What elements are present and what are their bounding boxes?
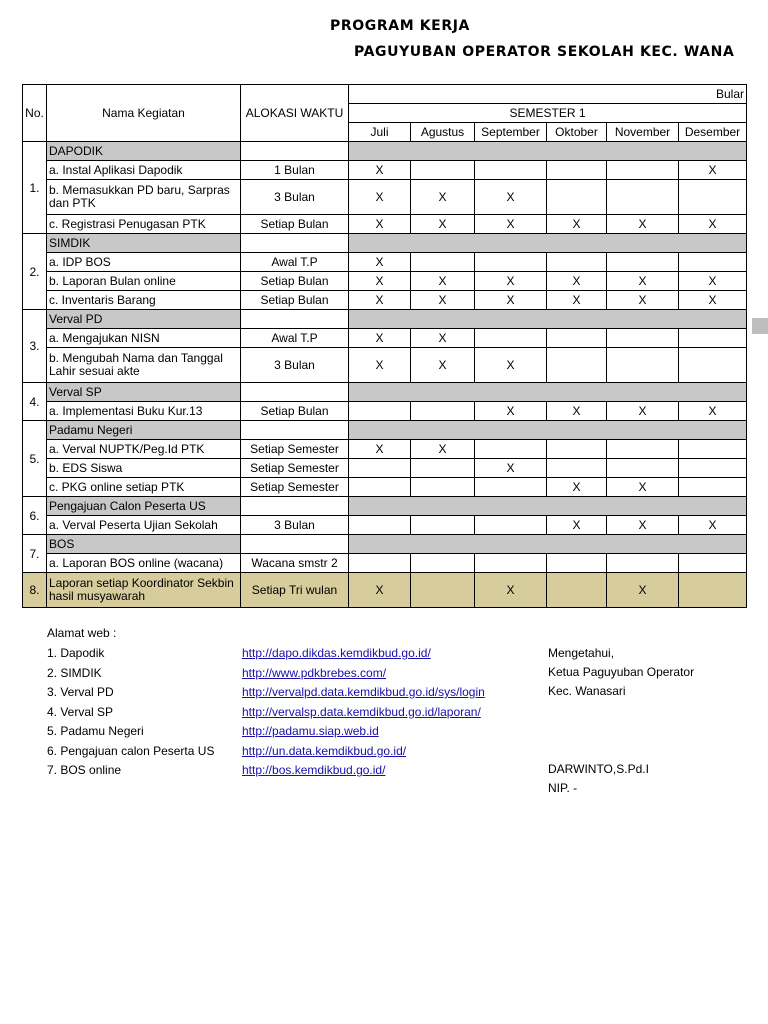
title-line-2: PAGUYUBAN OPERATOR SEKOLAH KEC. WANA: [354, 44, 735, 60]
group-name: Verval PD: [47, 310, 241, 329]
activity-row: [23, 402, 747, 421]
month-mark: [547, 161, 607, 180]
group-months-band: [349, 383, 747, 402]
month-mark: X: [607, 573, 679, 608]
row-8-allocation: Setiap Tri wulan: [241, 573, 349, 608]
month-mark: [607, 180, 679, 215]
activity-name: a. Verval Peserta Ujian Sekolah: [47, 516, 241, 535]
activity-row: [23, 161, 747, 180]
month-mark: [547, 459, 607, 478]
month-mark: X: [475, 459, 547, 478]
activity-name: b. Memasukkan PD baru, Sarpras dan PTK: [47, 180, 241, 215]
group-months-band: [349, 310, 747, 329]
month-header: Oktober: [547, 123, 607, 142]
activity-row: [23, 180, 747, 215]
web-address-label: 7. BOS online: [47, 763, 122, 777]
month-header: Agustus: [411, 123, 475, 142]
web-address-link[interactable]: http://www.pdkbrebes.com/: [242, 665, 387, 680]
group-name: BOS: [47, 535, 241, 554]
month-mark: [349, 459, 411, 478]
month-mark: [679, 348, 747, 383]
web-address-label: 5. Padamu Negeri: [47, 724, 144, 738]
month-mark: X: [411, 329, 475, 348]
web-address-link[interactable]: http://vervalpd.data.kemdikbud.go.id/sys/login: [242, 685, 485, 699]
month-mark: X: [607, 291, 679, 310]
activity-row: [23, 272, 747, 291]
month-mark: X: [349, 180, 411, 215]
month-mark: [475, 253, 547, 272]
row-8-number: 8.: [23, 573, 47, 608]
month-header: November: [607, 123, 679, 142]
month-mark: X: [547, 478, 607, 497]
group-number: 2.: [23, 234, 47, 310]
activity-row: [23, 291, 747, 310]
activity-name: a. IDP BOS: [47, 253, 241, 272]
group-number: 7.: [23, 535, 47, 573]
group-row: [23, 421, 747, 440]
header-nama: Nama Kegiatan: [47, 85, 241, 142]
web-address-label: 6. Pengajuan calon Peserta US: [47, 743, 215, 758]
row-8: [23, 573, 747, 608]
month-mark: [607, 329, 679, 348]
group-row: [23, 535, 747, 554]
month-mark: [475, 554, 547, 573]
activity-row: [23, 215, 747, 234]
month-mark: [679, 478, 747, 497]
month-mark: [349, 554, 411, 573]
activity-row: [23, 459, 747, 478]
activity-allocation: 3 Bulan: [241, 348, 349, 383]
month-mark: [679, 180, 747, 215]
web-address-link[interactable]: http://bos.kemdikbud.go.id/: [242, 763, 386, 777]
group-number: 3.: [23, 310, 47, 383]
month-header: Desember: [679, 123, 747, 142]
activity-allocation: Setiap Semester: [241, 440, 349, 459]
month-mark: [607, 253, 679, 272]
activity-row: [23, 478, 747, 497]
month-mark: X: [679, 291, 747, 310]
group-alloc-blank: [241, 234, 349, 253]
month-mark: [547, 329, 607, 348]
month-mark: X: [475, 291, 547, 310]
month-mark: [475, 440, 547, 459]
month-mark: [547, 348, 607, 383]
month-mark: [679, 253, 747, 272]
group-name: DAPODIK: [47, 142, 241, 161]
month-mark: [411, 459, 475, 478]
month-mark: [607, 440, 679, 459]
month-mark: [679, 329, 747, 348]
month-mark: [475, 161, 547, 180]
group-months-band: [349, 421, 747, 440]
month-mark: X: [679, 516, 747, 535]
activity-name: b. Mengubah Nama dan Tanggal Lahir sesuai akte: [47, 348, 241, 383]
group-alloc-blank: [241, 421, 349, 440]
scroll-handle[interactable]: [752, 318, 768, 334]
signer-name: DARWINTO,S.Pd.I: [548, 762, 649, 776]
month-mark: X: [607, 478, 679, 497]
activity-name: b. EDS Siswa: [47, 459, 241, 478]
month-mark: X: [679, 161, 747, 180]
month-mark: X: [547, 272, 607, 291]
month-mark: X: [679, 215, 747, 234]
month-mark: [349, 516, 411, 535]
month-mark: [411, 161, 475, 180]
activity-row: [23, 348, 747, 383]
activity-name: a. Verval NUPTK/Peg.Id PTK: [47, 440, 241, 459]
month-mark: [547, 253, 607, 272]
month-mark: [607, 554, 679, 573]
web-address-link[interactable]: http://vervalsp.data.kemdikbud.go.id/laporan/: [242, 704, 481, 719]
month-mark: [411, 554, 475, 573]
activity-name: a. Mengajukan NISN: [47, 329, 241, 348]
group-months-band: [349, 142, 747, 161]
month-mark: [547, 573, 607, 608]
month-mark: X: [547, 291, 607, 310]
group-alloc-blank: [241, 310, 349, 329]
web-address-link[interactable]: http://dapo.dikdas.kemdikbud.go.id/: [242, 646, 431, 660]
month-mark: X: [679, 402, 747, 421]
month-mark: [679, 573, 747, 608]
activity-allocation: Wacana smstr 2: [241, 554, 349, 573]
activity-allocation: Awal T.P: [241, 253, 349, 272]
month-mark: X: [349, 573, 411, 608]
group-row: [23, 234, 747, 253]
month-mark: [475, 478, 547, 497]
month-mark: [607, 459, 679, 478]
web-address-label: 3. Verval PD: [47, 685, 114, 699]
web-address-heading: Alamat web :: [47, 626, 117, 640]
month-mark: X: [607, 272, 679, 291]
group-alloc-blank: [241, 142, 349, 161]
web-address-label: 1. Dapodik: [47, 646, 105, 660]
month-mark: X: [349, 329, 411, 348]
activity-allocation: Setiap Bulan: [241, 402, 349, 421]
month-header: September: [475, 123, 547, 142]
activity-allocation: Setiap Bulan: [241, 291, 349, 310]
activity-name: c. PKG online setiap PTK: [47, 478, 241, 497]
month-mark: [607, 348, 679, 383]
group-name: Padamu Negeri: [47, 421, 241, 440]
month-mark: X: [411, 180, 475, 215]
activity-allocation: Awal T.P: [241, 329, 349, 348]
kecamatan-text: Kec. Wanasari: [548, 684, 626, 698]
month-mark: X: [547, 516, 607, 535]
ketua-text: Ketua Paguyuban Operator: [548, 665, 695, 679]
month-mark: [475, 329, 547, 348]
activity-allocation: Setiap Bulan: [241, 215, 349, 234]
month-mark: X: [475, 180, 547, 215]
web-address-label: 4. Verval SP: [47, 704, 114, 719]
month-mark: X: [475, 272, 547, 291]
month-mark: [679, 459, 747, 478]
month-mark: [679, 554, 747, 573]
group-number: 5.: [23, 421, 47, 497]
activity-row: [23, 554, 747, 573]
group-name: SIMDIK: [47, 234, 241, 253]
group-row: [23, 497, 747, 516]
month-mark: [411, 573, 475, 608]
month-mark: X: [547, 215, 607, 234]
month-mark: X: [411, 291, 475, 310]
activity-name: a. Implementasi Buku Kur.13: [47, 402, 241, 421]
group-row: [23, 142, 747, 161]
month-mark: [475, 516, 547, 535]
month-mark: [547, 180, 607, 215]
group-alloc-blank: [241, 535, 349, 554]
month-mark: X: [349, 272, 411, 291]
group-alloc-blank: [241, 383, 349, 402]
month-mark: [349, 402, 411, 421]
month-mark: [411, 478, 475, 497]
month-mark: X: [411, 272, 475, 291]
header-alokasi: ALOKASI WAKTU: [241, 85, 349, 142]
month-mark: X: [349, 440, 411, 459]
month-mark: X: [349, 215, 411, 234]
group-number: 6.: [23, 497, 47, 535]
month-mark: X: [475, 348, 547, 383]
activity-allocation: Setiap Semester: [241, 478, 349, 497]
row-8-name: Laporan setiap Koordinator Sekbin hasil musyawarah: [47, 573, 241, 608]
activity-row: [23, 516, 747, 535]
month-mark: X: [411, 440, 475, 459]
web-address-label: 2. SIMDIK: [47, 665, 102, 680]
month-mark: [411, 253, 475, 272]
activity-name: c. Inventaris Barang: [47, 291, 241, 310]
month-mark: X: [475, 573, 547, 608]
month-mark: [411, 402, 475, 421]
activity-row: [23, 253, 747, 272]
group-months-band: [349, 535, 747, 554]
month-mark: X: [679, 272, 747, 291]
month-mark: X: [475, 402, 547, 421]
activity-allocation: Setiap Semester: [241, 459, 349, 478]
month-mark: [547, 554, 607, 573]
month-mark: X: [349, 253, 411, 272]
month-mark: X: [607, 402, 679, 421]
month-mark: [349, 478, 411, 497]
header-semester: SEMESTER 1: [349, 104, 747, 123]
group-months-band: [349, 497, 747, 516]
program-table: [22, 84, 747, 608]
month-mark: X: [411, 215, 475, 234]
title-line-1: PROGRAM KERJA: [330, 18, 470, 34]
web-address-link[interactable]: http://un.data.kemdikbud.go.id/: [242, 743, 407, 758]
month-mark: X: [349, 161, 411, 180]
signer-nip: NIP. -: [548, 781, 578, 795]
group-name: Verval SP: [47, 383, 241, 402]
activity-name: b. Laporan Bulan online: [47, 272, 241, 291]
month-mark: X: [547, 402, 607, 421]
activity-name: a. Laporan BOS online (wacana): [47, 554, 241, 573]
activity-row: [23, 440, 747, 459]
mengetahui-text: Mengetahui,: [548, 646, 615, 660]
month-mark: X: [607, 215, 679, 234]
month-mark: X: [349, 291, 411, 310]
month-mark: X: [411, 348, 475, 383]
group-number: 1.: [23, 142, 47, 234]
month-mark: X: [607, 516, 679, 535]
web-address-link[interactable]: http://padamu.siap.web.id: [242, 724, 379, 738]
month-mark: [607, 161, 679, 180]
month-header: Juli: [349, 123, 411, 142]
activity-allocation: 1 Bulan: [241, 161, 349, 180]
month-mark: X: [475, 215, 547, 234]
group-alloc-blank: [241, 497, 349, 516]
month-mark: [411, 516, 475, 535]
activity-name: a. Instal Aplikasi Dapodik: [47, 161, 241, 180]
activity-allocation: 3 Bulan: [241, 180, 349, 215]
activity-row: [23, 329, 747, 348]
activity-name: c. Registrasi Penugasan PTK: [47, 215, 241, 234]
group-row: [23, 383, 747, 402]
month-mark: [679, 440, 747, 459]
group-number: 4.: [23, 383, 47, 421]
group-months-band: [349, 234, 747, 253]
group-name: Pengajuan Calon Peserta US: [47, 497, 241, 516]
activity-allocation: 3 Bulan: [241, 516, 349, 535]
activity-allocation: Setiap Bulan: [241, 272, 349, 291]
month-mark: X: [349, 348, 411, 383]
header-no: No.: [23, 85, 47, 142]
header-bulan: Bular: [349, 85, 747, 104]
month-mark: [547, 440, 607, 459]
group-row: [23, 310, 747, 329]
